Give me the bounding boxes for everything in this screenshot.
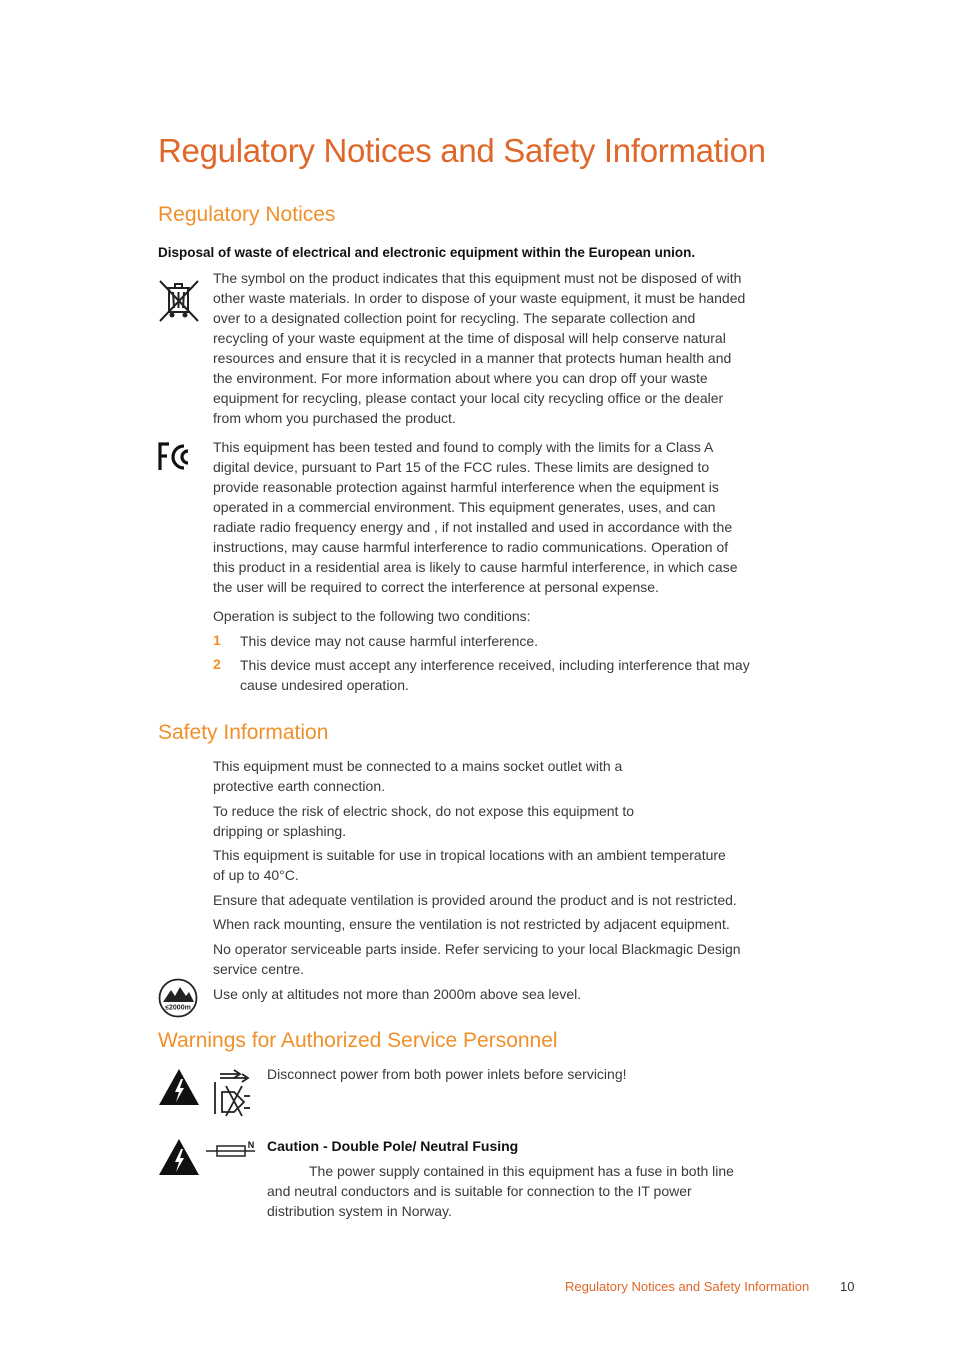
list-item-text: This device may not cause harmful interference. [240,633,539,649]
fcc-line: instructions, may cause harmful interference to radio communications. Operation of [213,539,729,555]
safety-line: service centre. [213,961,305,977]
fcc-line: the user will be required to correct the interference at personal expense. [213,579,659,595]
weee-heading: Disposal of waste of electrical and electronic equipment within the European union. [158,245,696,260]
fuse-icon-label: N [247,1140,255,1150]
page-title: Regulatory Notices and Safety Information [158,132,766,169]
weee-line: over to a designated collection point for recycling. The separate collection and [213,310,696,326]
safety-line: No operator serviceable parts inside. Refer servicing to your local Blackmagic Design [213,941,741,957]
list-item-number: 1 [213,632,221,648]
page-number: 10 [840,1279,855,1294]
high-voltage-warning-icon [158,1138,200,1176]
fcc-line: digital device, pursuant to Part 15 of the FCC rules. These limits are designed to [213,459,710,475]
safety-item: When rack mounting, ensure the ventilation is not restricted by adjacent equipment. [213,916,730,932]
weee-line: other waste materials. In order to dispose of your waste equipment, it must be handed [213,290,746,306]
footer-section-title: Regulatory Notices and Safety Information [565,1279,810,1294]
safety-line: of up to 40°C. [213,867,299,883]
warnings-heading: Warnings for Authorized Service Personnel [158,1029,558,1052]
safety-line: To reduce the risk of electric shock, do not expose this equipment to [213,803,635,819]
safety-line: dripping or splashing. [213,823,347,839]
altitude-text: Use only at altitudes not more than 2000m above sea level. [213,986,582,1002]
fcc-paragraph [213,437,737,597]
fcc-line: this product in a residential area is likely to cause harmful interference, in which case [213,559,738,575]
safety-item [213,801,634,841]
list-item-number: 2 [213,656,221,672]
list-item-text: This device must accept any interference received, including interference that may [240,657,750,673]
list-item-text: cause undesired operation. [240,677,409,693]
safety-item [213,939,741,979]
safety-line: protective earth connection. [213,778,385,794]
weee-bin-icon [158,279,200,323]
fuse-line: The power supply contained in this equipment has a fuse in both line [309,1163,734,1179]
weee-line: resources and ensure that it is recycled in a manner that protects human health and [213,350,732,366]
fcc-line: This equipment has been tested and found to comply with the limits for a Class A [213,439,714,455]
fuse-paragraph [267,1161,734,1221]
fcc-line: operated in a commercial environment. This equipment generates, uses, and can [213,499,716,515]
safety-information-heading: Safety Information [158,721,329,744]
weee-paragraph [213,268,745,428]
safety-line: This equipment must be connected to a mains socket outlet with a [213,758,623,774]
weee-line: recycling of your waste equipment at the time of disposal will help conserve natural [213,330,726,346]
fcc-line: provide reasonable protection against harmful interference when the equipment is [213,479,719,495]
high-voltage-warning-icon [158,1068,200,1106]
disconnect-text: Disconnect power from both power inlets before servicing! [267,1066,627,1082]
fuse-line: and neutral conductors and is suitable for connection to the IT power [267,1183,692,1199]
power-plug-icon [212,1068,256,1118]
weee-line: The symbol on the product indicates that this equipment must not be disposed of with [213,270,742,286]
safety-item: Ensure that adequate ventilation is provided around the product and is not restricted. [213,892,737,908]
weee-line: from whom you purchased the product. [213,410,456,426]
altitude-icon [158,978,198,1018]
fcc-line: radiate radio frequency energy and , if not installed and used in accordance with the [213,519,733,535]
conditions-intro: Operation is subject to the following two conditions: [213,608,531,624]
fuse-line: distribution system in Norway. [267,1203,452,1219]
safety-item [213,845,726,885]
safety-line: This equipment is suitable for use in tropical locations with an ambient temperature [213,847,726,863]
weee-line: the environment. For more information about where you can drop off your waste [213,370,708,386]
weee-line: equipment for recycling, please contact your local city recycling office or the dealer [213,390,724,406]
fuse-heading: Caution - Double Pole/ Neutral Fusing [267,1138,519,1154]
safety-item [213,756,622,796]
fcc-logo-icon [158,441,194,473]
altitude-icon-label: ≤2000m [165,1004,191,1012]
regulatory-notices-heading: Regulatory Notices [158,203,336,226]
fuse-icon [205,1138,257,1160]
